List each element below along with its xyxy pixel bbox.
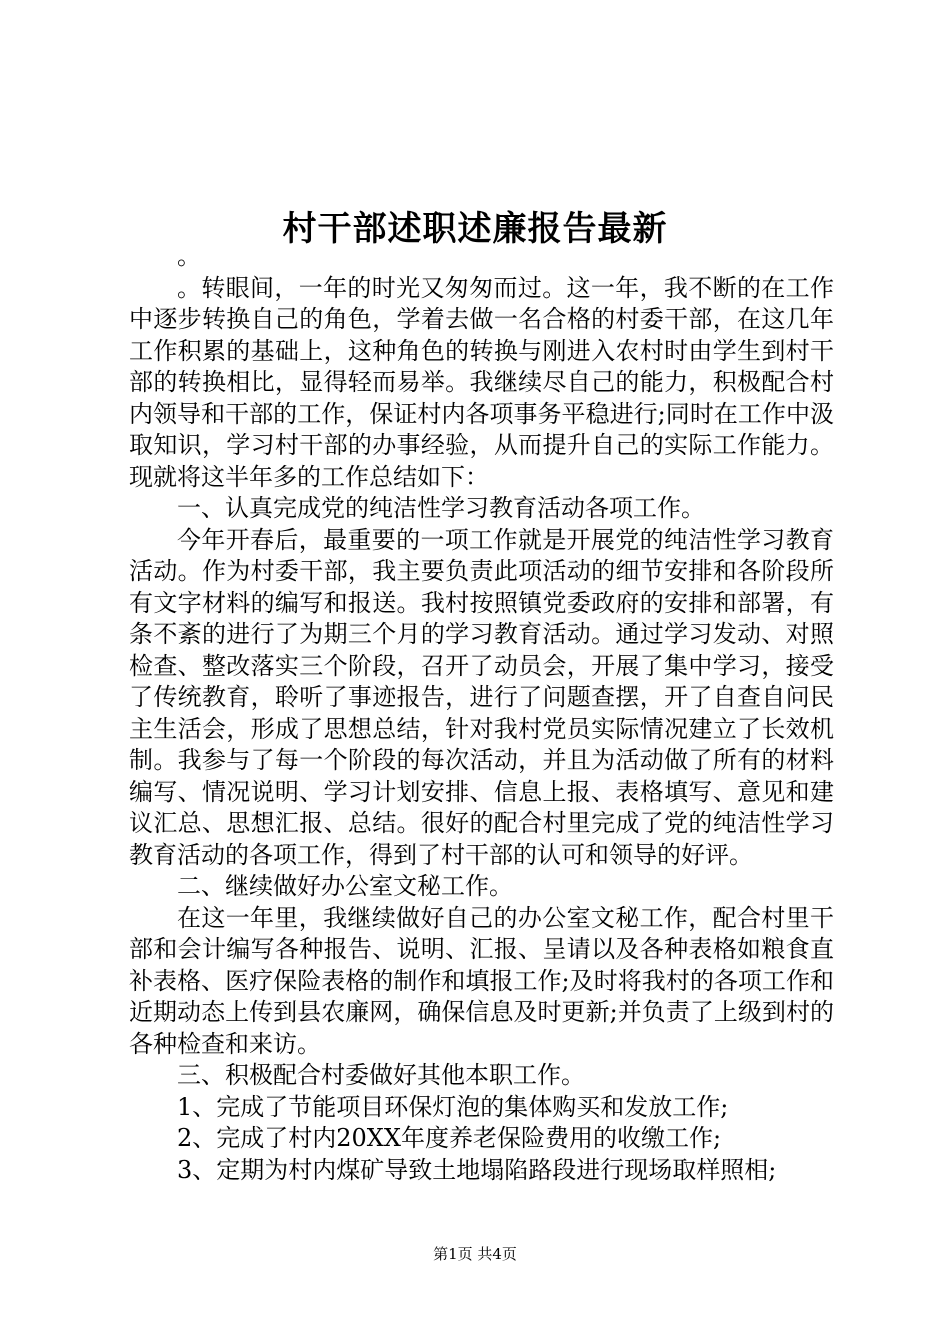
list-item-1: 1、完成了节能项目环保灯泡的集体购买和发放工作; xyxy=(177,1092,729,1121)
list-item-3: 3、定期为村内煤矿导致土地塌陷路段进行现场取样照相; xyxy=(177,1155,777,1184)
section-heading-1: 一、认真完成党的纯洁性学习教育活动各项工作。 xyxy=(177,494,705,522)
page-footer: 第1页 共4页 xyxy=(433,1245,517,1263)
document-title: 村干部述职述廉报告最新 xyxy=(282,208,668,249)
document-body xyxy=(129,241,834,1186)
section-heading-3: 三、积极配合村委做好其他本职工作。 xyxy=(177,1061,585,1089)
section-heading-2: 二、继续做好办公室文秘工作。 xyxy=(177,872,513,900)
list-item-2: 2、完成了村内20XX年度养老保险费用的收缴工作; xyxy=(177,1124,722,1152)
paragraph-3: 今年开春后，最重要的一项工作就是开展党的纯洁性学习教育活动。作为村委干部，我主要负责此项活动的细节安排和各阶段所有文字材料的编写和报送。我村按照镇党委政府的安排和部署，有条不紊的进行了为期三个月的学习教育活动。通过学习发动、对照检查、整改落实三个阶段，召开了动员会，开展了集中学习，接受了传统教育，聆听了事迹报告，进行了问题查摆，开了自查自问民主生活会，形成了思想总结，针对我村党员实际情况建立了长效机制。我参与了每一个阶段的每次活动，并且为活动做了所有的材料编写、情况说明、学习计划安排、信息上报、表格填写、意见和建议汇总、思想汇报、总结。很好的配合村里完成了党的纯洁性学习教育活动的各项工作，得到了村干部的认可和领导的好评。 xyxy=(129,525,834,869)
paragraph-1: 。 xyxy=(177,242,201,270)
paragraph-2: 。转眼间，一年的时光又匆匆而过。这一年，我不断的在工作中逐步转换自己的角色，学着去做一名合格的村委干部，在这几年工作积累的基础上，这种角色的转换与刚进入农村时由学生到村干部的转换相比，显得轻而易举。我继续尽自己的能力，积极配合村内领导和干部的工作，保证村内各项事务平稳进行;同时在工作中汲取知识，学习村干部的办事经验，从而提升自己的实际工作能力。现就将这半年多的工作总结如下： xyxy=(129,273,834,491)
paragraph-4: 在这一年里，我继续做好自己的办公室文秘工作，配合村里干部和会计编写各种报告、说明、汇报、呈请以及各种表格如粮食直补表格、医疗保险表格的制作和填报工作;及时将我村的各项工作和近期动态上传到县农廉网，确保信息及时更新;并负责了上级到村的各种检查和来访。 xyxy=(129,903,834,1058)
